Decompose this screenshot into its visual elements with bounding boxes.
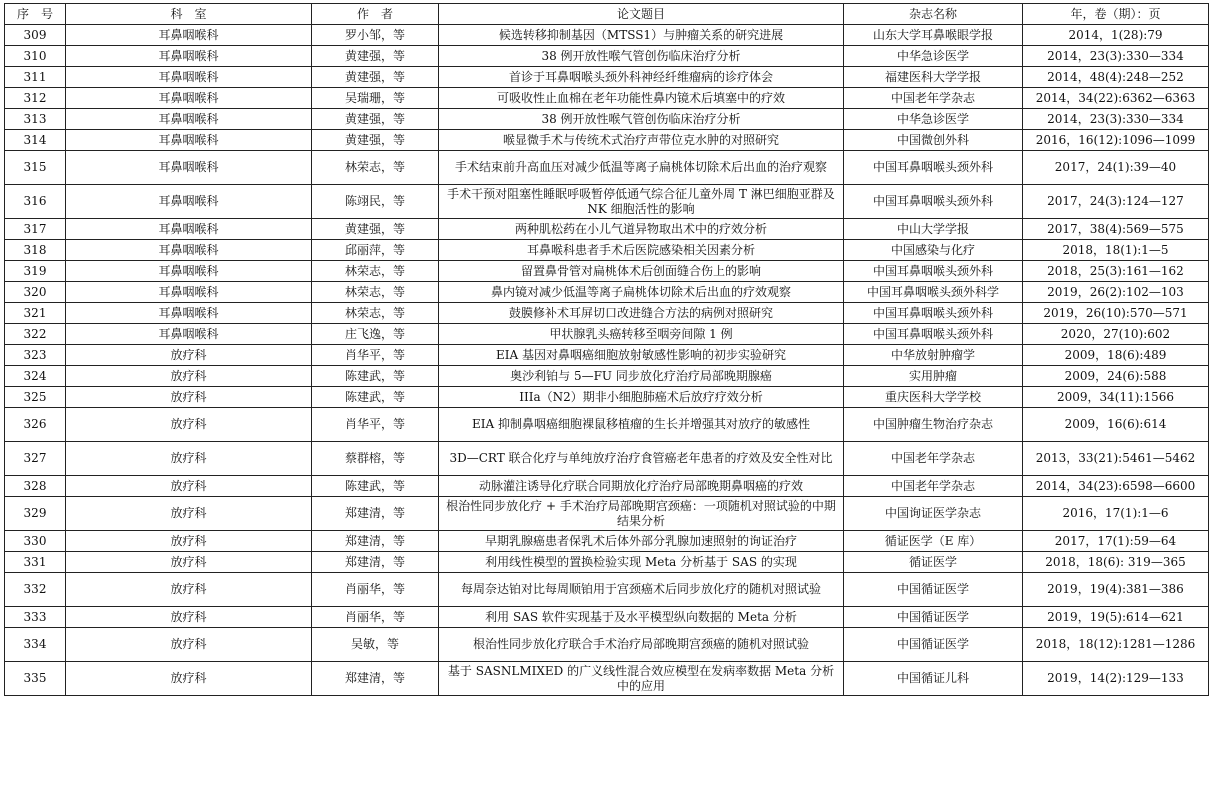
cell-serial-number: 323 [5, 345, 66, 366]
cell-department: 耳鼻咽喉科 [66, 25, 312, 46]
cell-journal-name: 中国老年学杂志 [844, 476, 1023, 497]
cell-paper-title: 手术结束前升高血压对减少低温等离子扁桃体切除术后出血的治疗观察 [439, 151, 844, 185]
cell-year-volume-page: 2014，23(3):330—334 [1023, 46, 1209, 67]
publication-table [4, 3, 1209, 696]
table-row [5, 109, 1209, 130]
cell-paper-title: 利用 SAS 软件实现基于及水平模型纵向数据的 Meta 分析 [439, 607, 844, 628]
cell-year-volume-page: 2009，16(6):614 [1023, 408, 1209, 442]
header-author: 作 者 [312, 4, 439, 25]
table-body [5, 25, 1209, 696]
cell-paper-title: 利用线性模型的置换检验实现 Meta 分析基于 SAS 的实现 [439, 552, 844, 573]
cell-year-volume-page: 2018，18(1):1—5 [1023, 240, 1209, 261]
header-department: 科 室 [66, 4, 312, 25]
table-row [5, 408, 1209, 442]
table-row [5, 46, 1209, 67]
cell-author: 吴敏，等 [312, 628, 439, 662]
cell-serial-number: 332 [5, 573, 66, 607]
cell-journal-name: 中国感染与化疗 [844, 240, 1023, 261]
cell-paper-title: 可吸收性止血棉在老年功能性鼻内镜术后填塞中的疗效 [439, 88, 844, 109]
table-row [5, 387, 1209, 408]
cell-department: 放疗科 [66, 531, 312, 552]
cell-department: 耳鼻咽喉科 [66, 324, 312, 345]
cell-department: 放疗科 [66, 573, 312, 607]
cell-department: 耳鼻咽喉科 [66, 46, 312, 67]
table-row [5, 282, 1209, 303]
cell-journal-name: 中国循证医学 [844, 628, 1023, 662]
table-row [5, 240, 1209, 261]
cell-paper-title: 手术干预对阻塞性睡眠呼吸暂停低通气综合征儿童外周 T 淋巴细胞亚群及 NK 细胞活性的影响 [439, 185, 844, 219]
cell-serial-number: 327 [5, 442, 66, 476]
cell-author: 陈建武，等 [312, 476, 439, 497]
cell-department: 放疗科 [66, 387, 312, 408]
cell-author: 林荣志，等 [312, 151, 439, 185]
cell-department: 放疗科 [66, 345, 312, 366]
cell-year-volume-page: 2009，34(11):1566 [1023, 387, 1209, 408]
cell-department: 耳鼻咽喉科 [66, 109, 312, 130]
cell-year-volume-page: 2018，25(3):161—162 [1023, 261, 1209, 282]
cell-paper-title: 38 例开放性喉气管创伤临床治疗分析 [439, 109, 844, 130]
cell-serial-number: 330 [5, 531, 66, 552]
cell-author: 林荣志，等 [312, 303, 439, 324]
cell-journal-name: 重庆医科大学学校 [844, 387, 1023, 408]
cell-serial-number: 325 [5, 387, 66, 408]
cell-journal-name: 中华放射肿瘤学 [844, 345, 1023, 366]
table-row [5, 628, 1209, 662]
cell-journal-name: 福建医科大学学报 [844, 67, 1023, 88]
cell-serial-number: 328 [5, 476, 66, 497]
table-row [5, 366, 1209, 387]
cell-department: 放疗科 [66, 497, 312, 531]
table-row [5, 151, 1209, 185]
cell-year-volume-page: 2014，34(22):6362—6363 [1023, 88, 1209, 109]
cell-paper-title: 每周奈达铂对比每周顺铂用于宫颈癌术后同步放化疗的随机对照试验 [439, 573, 844, 607]
cell-author: 陈建武，等 [312, 387, 439, 408]
cell-year-volume-page: 2019，26(10):570—571 [1023, 303, 1209, 324]
table-row [5, 25, 1209, 46]
cell-year-volume-page: 2016，17(1):1—6 [1023, 497, 1209, 531]
cell-department: 耳鼻咽喉科 [66, 88, 312, 109]
cell-journal-name: 中华急诊医学 [844, 46, 1023, 67]
cell-serial-number: 314 [5, 130, 66, 151]
cell-author: 陈翊民，等 [312, 185, 439, 219]
cell-paper-title: 耳鼻喉科患者手术后医院感染相关因素分析 [439, 240, 844, 261]
table-row [5, 345, 1209, 366]
cell-journal-name: 中国耳鼻咽喉头颈外科 [844, 261, 1023, 282]
cell-author: 郑建清，等 [312, 552, 439, 573]
cell-year-volume-page: 2009，24(6):588 [1023, 366, 1209, 387]
cell-department: 耳鼻咽喉科 [66, 151, 312, 185]
cell-paper-title: 早期乳腺癌患者保乳术后体外部分乳腺加速照射的询证治疗 [439, 531, 844, 552]
cell-year-volume-page: 2017，24(1):39—40 [1023, 151, 1209, 185]
cell-journal-name: 中国耳鼻咽喉头颈外科学 [844, 282, 1023, 303]
cell-journal-name: 中国耳鼻咽喉头颈外科 [844, 324, 1023, 345]
cell-journal-name: 循证医学（E 库） [844, 531, 1023, 552]
header-year-volume-page: 年，卷（期）：页 [1023, 4, 1209, 25]
cell-author: 吴瑞珊，等 [312, 88, 439, 109]
cell-paper-title: 甲状腺乳头癌转移至咽旁间隙 1 例 [439, 324, 844, 345]
cell-year-volume-page: 2019，19(4):381—386 [1023, 573, 1209, 607]
cell-department: 耳鼻咽喉科 [66, 219, 312, 240]
cell-journal-name: 实用肿瘤 [844, 366, 1023, 387]
cell-serial-number: 311 [5, 67, 66, 88]
table-row [5, 573, 1209, 607]
cell-journal-name: 中国耳鼻咽喉头颈外科 [844, 151, 1023, 185]
cell-paper-title: 留置鼻骨管对扁桃体术后创面缝合伤上的影响 [439, 261, 844, 282]
cell-serial-number: 313 [5, 109, 66, 130]
table-row [5, 303, 1209, 324]
header-journal-name: 杂志名称 [844, 4, 1023, 25]
cell-author: 林荣志，等 [312, 261, 439, 282]
cell-journal-name: 中国老年学杂志 [844, 442, 1023, 476]
table-row [5, 88, 1209, 109]
cell-year-volume-page: 2019，26(2):102—103 [1023, 282, 1209, 303]
cell-department: 耳鼻咽喉科 [66, 261, 312, 282]
cell-serial-number: 319 [5, 261, 66, 282]
cell-serial-number: 322 [5, 324, 66, 345]
cell-department: 放疗科 [66, 552, 312, 573]
cell-paper-title: EIA 抑制鼻咽癌细胞裸鼠移植瘤的生长并增强其对放疗的敏感性 [439, 408, 844, 442]
cell-serial-number: 315 [5, 151, 66, 185]
cell-serial-number: 321 [5, 303, 66, 324]
cell-year-volume-page: 2014，1(28):79 [1023, 25, 1209, 46]
cell-serial-number: 326 [5, 408, 66, 442]
cell-department: 放疗科 [66, 366, 312, 387]
cell-department: 耳鼻咽喉科 [66, 67, 312, 88]
table-row [5, 497, 1209, 531]
table-row [5, 324, 1209, 345]
cell-serial-number: 312 [5, 88, 66, 109]
cell-journal-name: 中国耳鼻咽喉头颈外科 [844, 185, 1023, 219]
cell-year-volume-page: 2018，18(12):1281—1286 [1023, 628, 1209, 662]
cell-journal-name: 中国循证儿科 [844, 662, 1023, 696]
cell-author: 郑建清，等 [312, 662, 439, 696]
cell-paper-title: 根治性同步放化疗 + 手术治疗局部晚期宫颈癌：一项随机对照试验的中期结果分析 [439, 497, 844, 531]
cell-journal-name: 中山大学学报 [844, 219, 1023, 240]
table-row [5, 476, 1209, 497]
cell-paper-title: 根治性同步放化疗联合手术治疗局部晚期宫颈癌的随机对照试验 [439, 628, 844, 662]
cell-serial-number: 317 [5, 219, 66, 240]
cell-department: 放疗科 [66, 662, 312, 696]
table-row [5, 607, 1209, 628]
cell-paper-title: 鼻内镜对减少低温等离子扁桃体切除术后出血的疗效观察 [439, 282, 844, 303]
cell-serial-number: 318 [5, 240, 66, 261]
cell-year-volume-page: 2016，16(12):1096—1099 [1023, 130, 1209, 151]
publication-table-page [4, 3, 1208, 696]
cell-journal-name: 山东大学耳鼻喉眼学报 [844, 25, 1023, 46]
header-row [5, 4, 1209, 25]
cell-serial-number: 324 [5, 366, 66, 387]
cell-author: 蔡群榕，等 [312, 442, 439, 476]
cell-paper-title: 候选转移抑制基因（MTSS1）与肿瘤关系的研究进展 [439, 25, 844, 46]
cell-year-volume-page: 2017，17(1):59—64 [1023, 531, 1209, 552]
cell-journal-name: 中国循证医学 [844, 573, 1023, 607]
cell-journal-name: 循证医学 [844, 552, 1023, 573]
cell-year-volume-page: 2009，18(6):489 [1023, 345, 1209, 366]
table-row [5, 442, 1209, 476]
cell-author: 庄飞逸，等 [312, 324, 439, 345]
cell-author: 肖华平，等 [312, 345, 439, 366]
table-row [5, 662, 1209, 696]
cell-journal-name: 中国询证医学杂志 [844, 497, 1023, 531]
cell-author: 林荣志，等 [312, 282, 439, 303]
cell-department: 耳鼻咽喉科 [66, 240, 312, 261]
cell-year-volume-page: 2017，38(4):569—575 [1023, 219, 1209, 240]
cell-year-volume-page: 2020，27(10):602 [1023, 324, 1209, 345]
cell-journal-name: 中国肿瘤生物治疗杂志 [844, 408, 1023, 442]
header-paper-title: 论文题目 [439, 4, 844, 25]
cell-year-volume-page: 2014，48(4):248—252 [1023, 67, 1209, 88]
table-row [5, 185, 1209, 219]
cell-year-volume-page: 2017，24(3):124—127 [1023, 185, 1209, 219]
cell-author: 黄建强，等 [312, 219, 439, 240]
cell-serial-number: 335 [5, 662, 66, 696]
cell-year-volume-page: 2019，19(5):614—621 [1023, 607, 1209, 628]
cell-journal-name: 中国老年学杂志 [844, 88, 1023, 109]
cell-department: 放疗科 [66, 628, 312, 662]
table-row [5, 261, 1209, 282]
cell-journal-name: 中华急诊医学 [844, 109, 1023, 130]
cell-paper-title: IIIa（N2）期非小细胞肺癌术后放疗疗效分析 [439, 387, 844, 408]
cell-serial-number: 309 [5, 25, 66, 46]
cell-serial-number: 320 [5, 282, 66, 303]
header-serial-number: 序 号 [5, 4, 66, 25]
cell-author: 黄建强，等 [312, 109, 439, 130]
cell-journal-name: 中国耳鼻咽喉头颈外科 [844, 303, 1023, 324]
table-row [5, 67, 1209, 88]
cell-serial-number: 310 [5, 46, 66, 67]
cell-paper-title: 基于 SASNLMIXED 的广义线性混合效应模型在发病率数据 Meta 分析中的应用 [439, 662, 844, 696]
table-row [5, 552, 1209, 573]
cell-journal-name: 中国微创外科 [844, 130, 1023, 151]
cell-department: 放疗科 [66, 408, 312, 442]
cell-department: 耳鼻咽喉科 [66, 185, 312, 219]
cell-year-volume-page: 2018，18(6): 319—365 [1023, 552, 1209, 573]
cell-year-volume-page: 2019，14(2):129—133 [1023, 662, 1209, 696]
cell-year-volume-page: 2014，23(3):330—334 [1023, 109, 1209, 130]
cell-author: 黄建强，等 [312, 46, 439, 67]
cell-journal-name: 中国循证医学 [844, 607, 1023, 628]
cell-department: 放疗科 [66, 442, 312, 476]
cell-department: 放疗科 [66, 607, 312, 628]
cell-department: 耳鼻咽喉科 [66, 282, 312, 303]
cell-author: 邱丽萍，等 [312, 240, 439, 261]
cell-serial-number: 333 [5, 607, 66, 628]
cell-author: 郑建清，等 [312, 497, 439, 531]
cell-paper-title: EIA 基因对鼻咽癌细胞放射敏感性影响的初步实验研究 [439, 345, 844, 366]
table-row [5, 531, 1209, 552]
cell-author: 郑建清，等 [312, 531, 439, 552]
cell-paper-title: 两种肌松药在小儿气道异物取出术中的疗效分析 [439, 219, 844, 240]
cell-paper-title: 38 例开放性喉气管创伤临床治疗分析 [439, 46, 844, 67]
cell-paper-title: 首诊于耳鼻咽喉头颈外科神经纤维瘤病的诊疗体会 [439, 67, 844, 88]
cell-author: 肖丽华，等 [312, 607, 439, 628]
cell-paper-title: 喉显微手术与传统术式治疗声带位克水肿的对照研究 [439, 130, 844, 151]
cell-paper-title: 奥沙利铂与 5—FU 同步放化疗治疗局部晚期腺癌 [439, 366, 844, 387]
cell-author: 陈建武，等 [312, 366, 439, 387]
cell-author: 黄建强，等 [312, 67, 439, 88]
cell-serial-number: 316 [5, 185, 66, 219]
cell-year-volume-page: 2014，34(23):6598—6600 [1023, 476, 1209, 497]
cell-paper-title: 3D—CRT 联合化疗与单纯放疗治疗食管癌老年患者的疗效及安全性对比 [439, 442, 844, 476]
cell-department: 放疗科 [66, 476, 312, 497]
cell-paper-title: 鼓膜修补术耳屏切口改进缝合方法的病例对照研究 [439, 303, 844, 324]
table-row [5, 219, 1209, 240]
cell-serial-number: 331 [5, 552, 66, 573]
cell-serial-number: 334 [5, 628, 66, 662]
cell-author: 黄建强，等 [312, 130, 439, 151]
cell-year-volume-page: 2013，33(21):5461—5462 [1023, 442, 1209, 476]
cell-author: 肖丽华，等 [312, 573, 439, 607]
cell-author: 肖华平，等 [312, 408, 439, 442]
cell-serial-number: 329 [5, 497, 66, 531]
cell-department: 耳鼻咽喉科 [66, 130, 312, 151]
cell-paper-title: 动脉灌注诱导化疗联合同期放化疗治疗局部晚期鼻咽癌的疗效 [439, 476, 844, 497]
cell-department: 耳鼻咽喉科 [66, 303, 312, 324]
cell-author: 罗小邹，等 [312, 25, 439, 46]
table-row [5, 130, 1209, 151]
